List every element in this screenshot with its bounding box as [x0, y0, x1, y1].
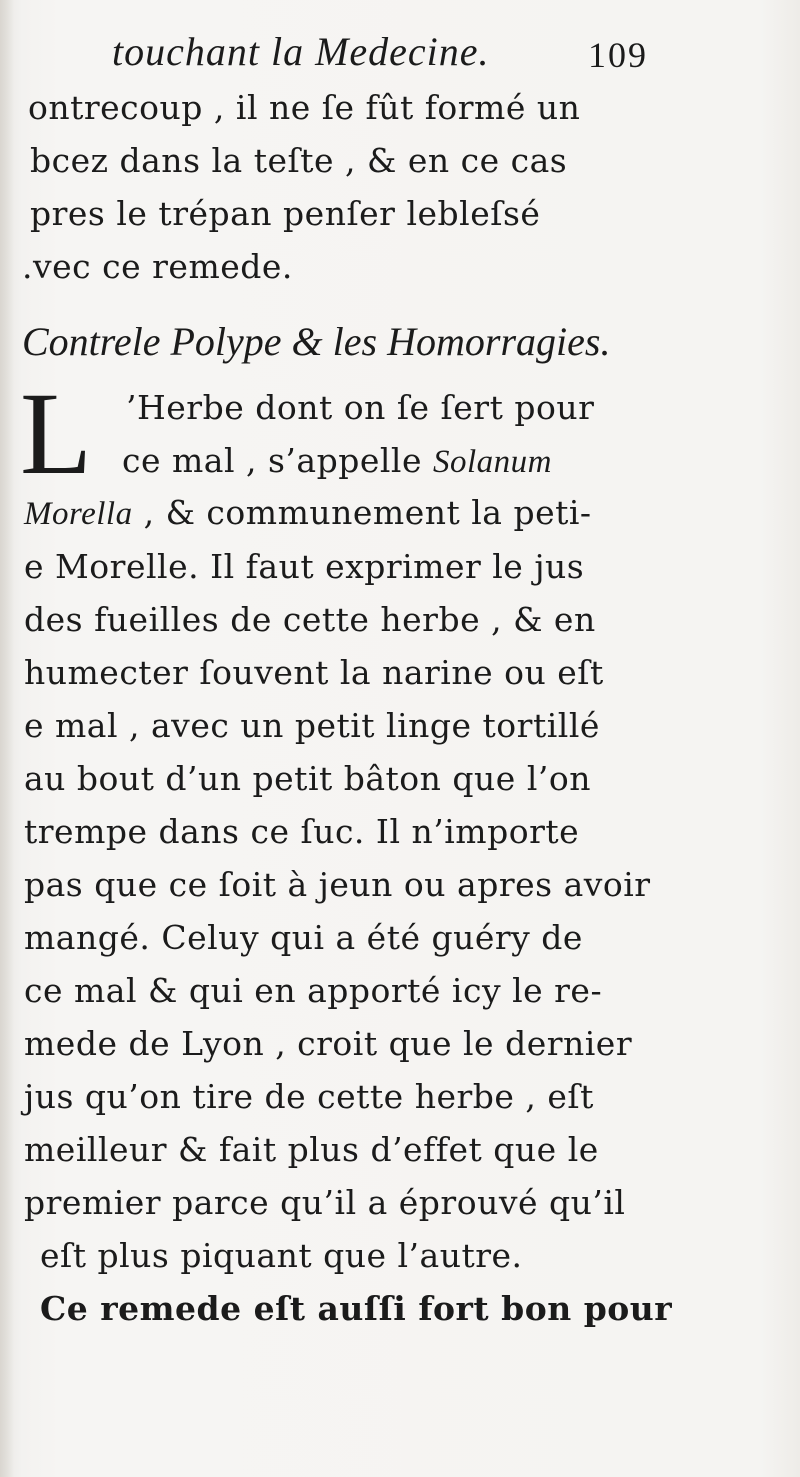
- text-line: [122, 439, 552, 484]
- text-line: mangé. Celuy qui a été guéry de: [24, 918, 583, 957]
- text-line: pres le trépan penſer lebleſsé: [30, 194, 541, 233]
- page-header: [0, 28, 800, 88]
- text-line: jus qu’on tire de cette herbe , eſt: [24, 1077, 594, 1116]
- text-line: e Morelle. Il faut exprimer le jus: [24, 547, 585, 586]
- text-line: e mal , avec un petit linge tortillé: [24, 706, 600, 745]
- text-line: meilleur & fait plus d’effet que le: [24, 1130, 599, 1169]
- text-line: premier parce qu’il a éprouvé qu’il: [24, 1183, 626, 1222]
- text-line: Ce remede eſt auſſi fort bon pour: [40, 1289, 673, 1328]
- text-line: bcez dans la teſte , & en ce cas: [30, 141, 568, 180]
- page-number: 109: [588, 35, 648, 75]
- text-line: ’Herbe dont on ſe ſert pour: [126, 388, 595, 427]
- latin-name: Morella: [24, 496, 133, 532]
- section-heading: Contrele Polype & les Homorragies.: [22, 319, 611, 364]
- text-run: , & communement la peti-: [132, 493, 592, 532]
- running-head: touchant la Medecine.: [112, 29, 490, 74]
- text-line: ce mal & qui en apporté icy le re-: [24, 971, 603, 1010]
- text-line: mede de Lyon , croit que le dernier: [24, 1024, 633, 1063]
- text-line: .vec ce remede.: [22, 247, 293, 286]
- text-line: au bout d’un petit bâton que l’on: [24, 759, 591, 798]
- text-line: eſt plus piquant que l’autre.: [40, 1236, 523, 1275]
- text-line: des fueilles de cette herbe , & en: [24, 600, 596, 639]
- binding-shadow: [0, 0, 14, 1477]
- text-line: humecter ſouvent la narine ou eſt: [24, 653, 604, 692]
- text-line: [24, 491, 592, 536]
- latin-name: Solanum: [433, 444, 552, 480]
- text-run: ce mal , s’appelle: [122, 441, 433, 480]
- text-line: pas que ce ſoit à jeun ou apres avoir: [24, 865, 651, 904]
- text-line: trempe dans ce ſuc. Il n’importe: [24, 812, 580, 851]
- text-line: ontrecoup , il ne ſe fût formé un: [28, 88, 581, 127]
- drop-cap: L: [20, 368, 93, 499]
